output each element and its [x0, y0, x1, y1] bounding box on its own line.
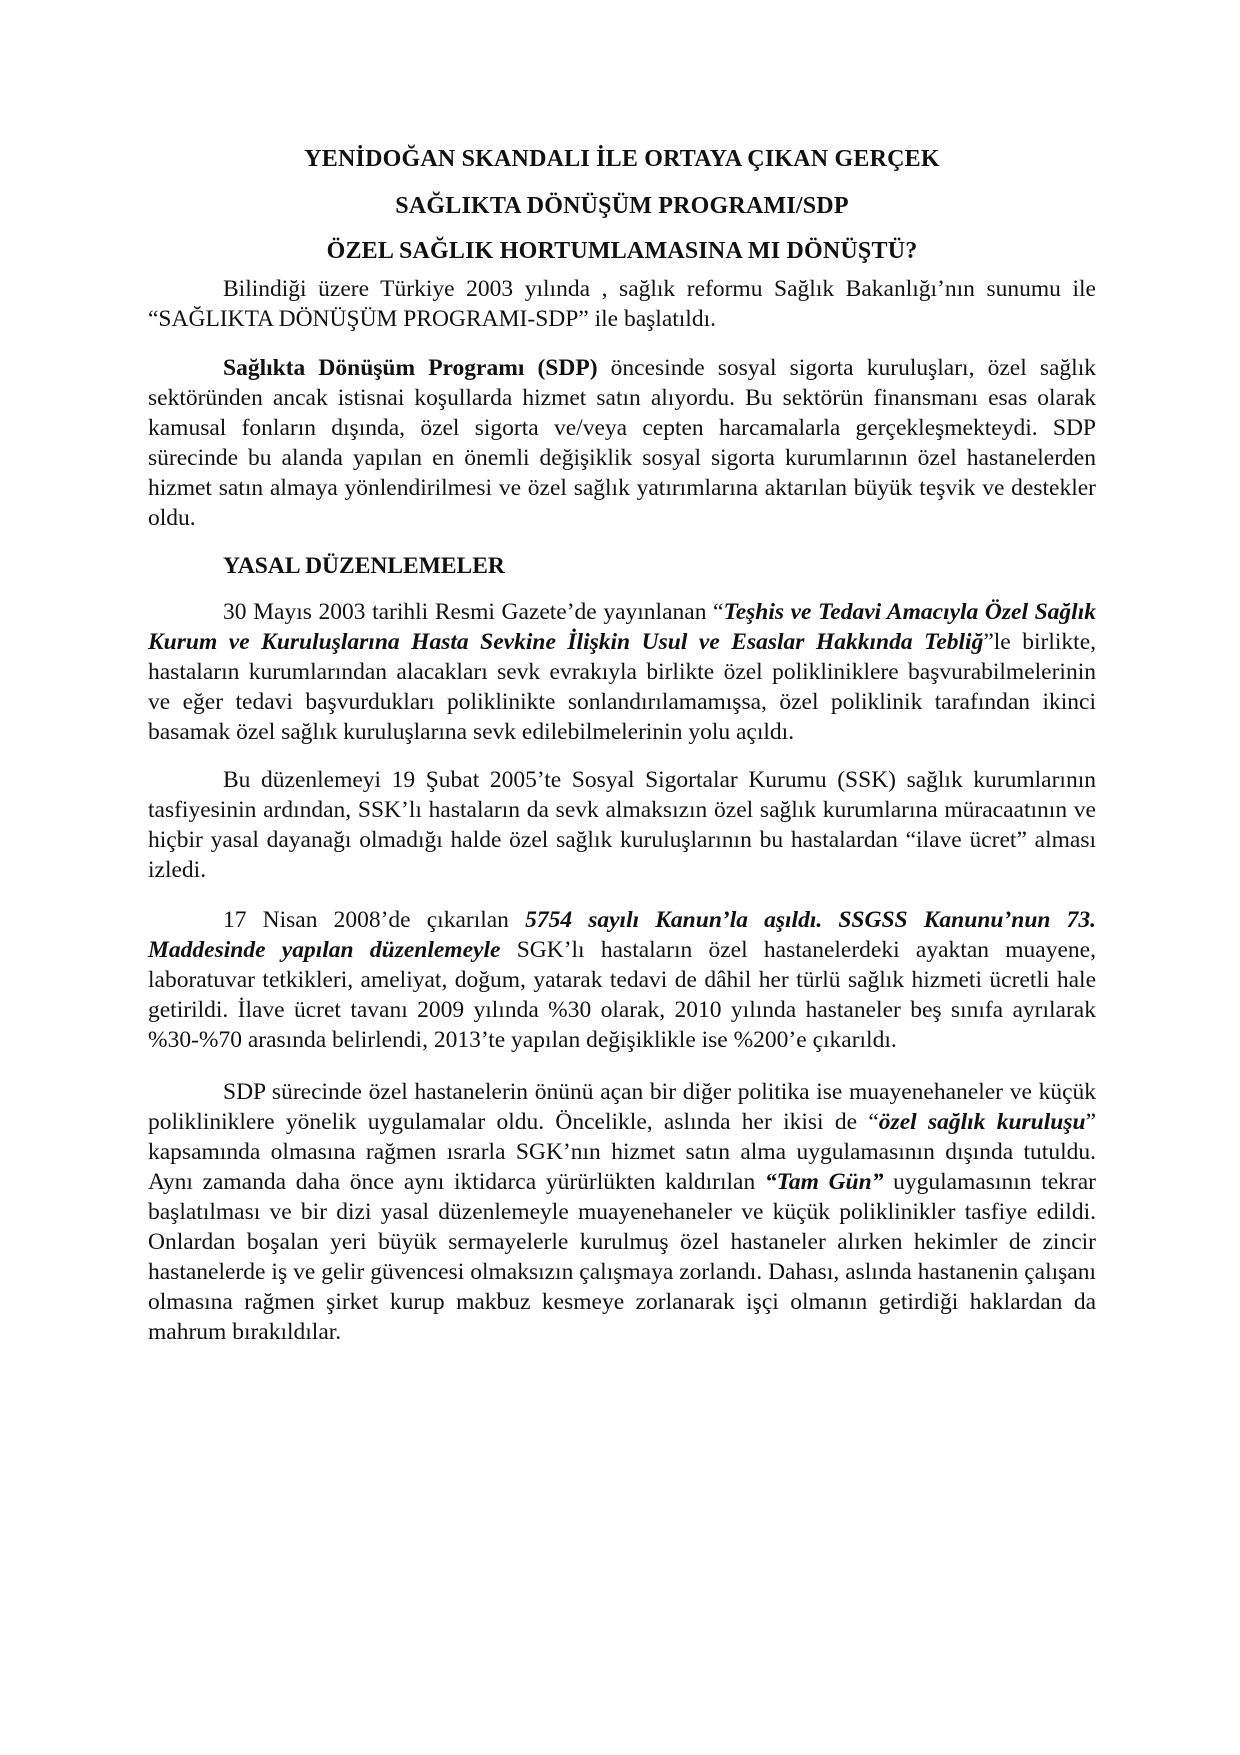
gazete-post: ”le birlikte, hastaların kurumlarından alacakları sevk evrakıyla birlikte özel polikliniklere başvurabilmelerinin ve eğer tedavi başvurdukları poliklinikte sonlandırılamamışsa, özel poliklinik tarafından ikinci basamak özel sağlık kuruluşlarına sevk edilebilmelerinin yolu açıldı. [148, 629, 1097, 745]
title-line-2: SAĞLIKTA DÖNÜŞÜM PROGRAMI/SDP [395, 193, 849, 219]
kanun-law-reference: 5754 sayılı Kanun’la aşıldı. SSGSS Kanunu’nun 73. Maddesinde yapılan düzenlemeyle [148, 907, 1096, 963]
title-line-1: YENİDOĞAN SKANDALI İLE ORTAYA ÇIKAN GERÇEK [304, 146, 940, 172]
sdp-text: öncesinde sosyal sigorta kuruluşları, özel sağlık sektöründen ancak istisnai koşullarda hizmet satın alıyordu. Bu sektörün finansmanı esas olarak kamusal fonların dışında, özel sigorta ve/veya cepten harcamalarla gerçekleşmekteydi. SDP sürecinde bu alanda yapılan en önemli değişiklik sosyal sigorta kurumlarının özel hastanelerden hizmet satın almaya yönlendirilmesi ve özel sağlık yatırımlarına aktarılan büyük teşvik ve destekler oldu. [148, 355, 1096, 531]
sdp-bold-term: Sağlıkta Dönüşüm Programı (SDP) [223, 355, 598, 381]
title-line-3: ÖZEL SAĞLIK HORTUMLAMASINA MI DÖNÜŞTÜ? [326, 238, 918, 264]
gazete-pre: 30 Mayıs 2003 tarihli Resmi Gazete’de yayınlanan “ [223, 599, 724, 625]
section-heading: YASAL DÜZENLEMELER [223, 553, 505, 579]
ssk-paragraph: Bu düzenlemeyi 19 Şubat 2005’te Sosyal Sigortalar Kurumu (SSK) sağlık kurumlarının tasfiyesinin ardından, SSK’lı hastaların da sevk almaksızın özel sağlık kurumlarına müracaatının ve hiçbir yasal dayanağı olmadığı halde özel sağlık kuruluşlarının bu hastalardan “ilave ücret” alması izledi. [148, 767, 1096, 883]
muayene-term-2: “Tam Gün” [764, 1169, 884, 1195]
intro-paragraph: Bilindiği üzere Türkiye 2003 yılında , sağlık reformu Sağlık Bakanlığı’nın sunumu ile “SAĞLIKTA DÖNÜŞÜM PROGRAMI-SDP” ile başlatıldı. [148, 276, 1096, 332]
muayene-term-1: özel sağlık kuruluşu [878, 1109, 1086, 1135]
gazete-paragraph [148, 597, 1096, 747]
kanun-post: SGK’lı hastaların özel hastanelerdeki ayaktan muayene, laboratuvar tetkikleri, ameliyat, doğum, yatarak tedavi de dâhil her türlü sağlık hizmeti ücretli hale getirildi. İlave ücret tavanı 2009 yılında %30 olarak, 2010 yılında hastaneler beş sınıfa ayrılarak %30-%70 arasında belirlendi, 2013’te yapılan değişiklikle ise %200’e çıkarıldı. [148, 937, 1096, 1053]
kanun-paragraph [148, 905, 1096, 1055]
muayene-paragraph [148, 1077, 1096, 1347]
sdp-paragraph [148, 353, 1096, 533]
muayene-pre: SDP sürecinde özel hastanelerin önünü açan bir diğer politika ise muayenehaneler ve küçük polikliniklere yönelik uygulamalar oldu. Öncelikle, aslında her ikisi de “ [148, 1079, 1096, 1135]
kanun-pre: 17 Nisan 2008’de çıkarılan [223, 907, 526, 933]
document-page [148, 144, 1096, 1347]
muayene-post: uygulamasının tekrar başlatılması ve bir dizi yasal düzenlemeyle muayenehaneler ve küçük poliklinikler tasfiye edildi. Onlardan boşalan yeri büyük sermayelerle kurulmuş özel hastaneler alırken hekimler de zincir hastanelerde iş ve gelir güvencesi olmaksızın çalışmaya zorlandı. Dahası, aslında hastanenin çalışanı olmasına rağmen şirket kurup makbuz kesmeye zorlanarak işçi olmanın getirdiği haklardan da mahrum bırakıldılar. [148, 1169, 1096, 1345]
gazete-regulation-title: Teşhis ve Tedavi Amacıyla Özel Sağlık Kurum ve Kuruluşlarına Hasta Sevkine İlişkin Usul ve Esaslar Hakkında Tebliğ [148, 599, 1096, 655]
title-block [148, 144, 1096, 266]
muayene-mid: ” kapsamında olmasına rağmen ısrarla SGK’nın hizmet satın alma uygulamasının dışında tutuldu. Aynı zamanda daha önce aynı iktidarca yürürlükten kaldırılan [148, 1109, 1096, 1195]
